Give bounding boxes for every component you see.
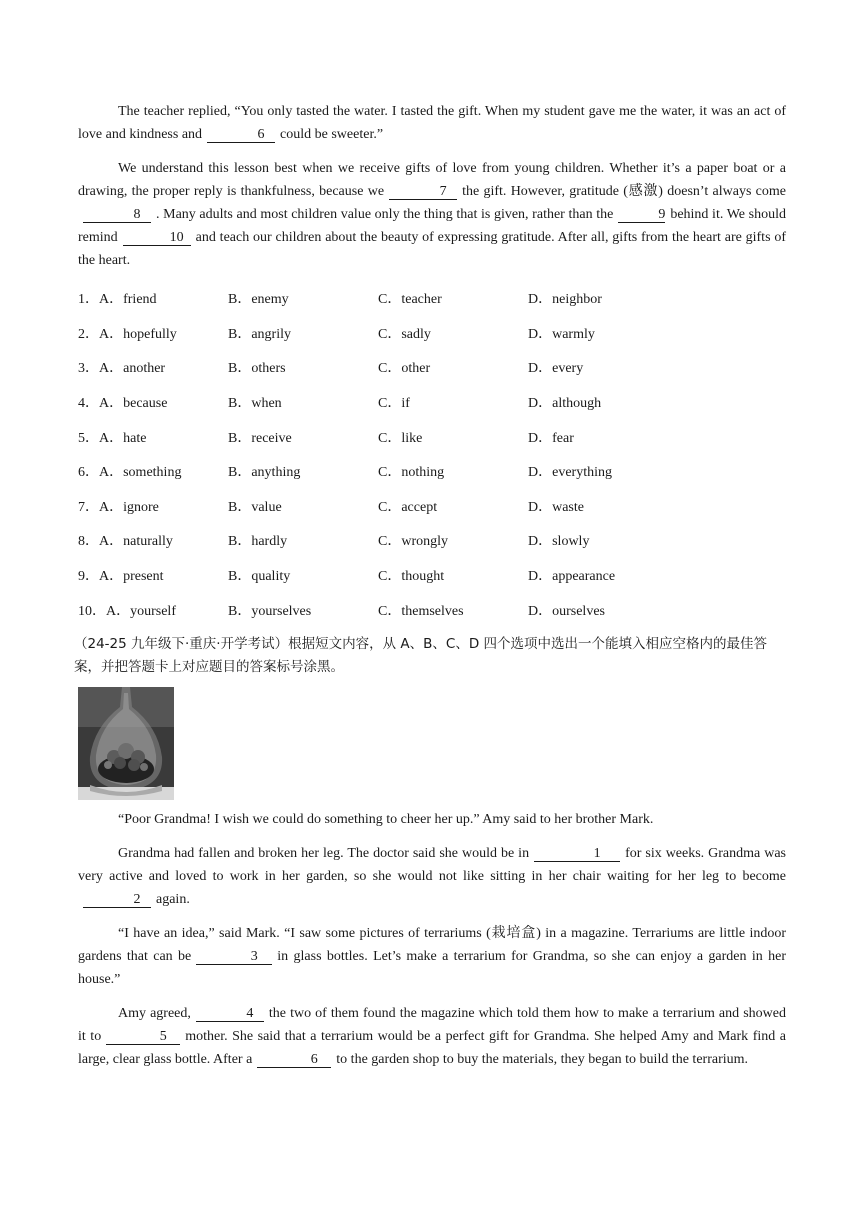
text: “I have an idea,” said Mark. “I saw some pictures of terrariums (栽培盒) in a magazine. Terrariums are little indoor gardens that can be xyxy=(78,925,786,964)
question-row xyxy=(78,421,786,456)
option-text: A．hopefully xyxy=(99,326,177,342)
option-d[interactable]: D．waste xyxy=(528,499,584,515)
question-row xyxy=(78,318,786,353)
option-a[interactable] xyxy=(78,325,228,345)
blank-8: 8 xyxy=(83,207,151,223)
terrarium-photo xyxy=(78,687,174,800)
option-a[interactable] xyxy=(78,359,228,379)
option-text: A．ignore xyxy=(99,499,159,515)
question-row xyxy=(78,525,786,560)
text: the two of them found the magazine which told them how to make a terrarium and showed it to xyxy=(78,1005,786,1044)
text: behind it. We should remind xyxy=(78,207,786,245)
question-number: 3． xyxy=(78,361,99,377)
blank-7: 7 xyxy=(389,184,457,200)
option-d[interactable]: D．slowly xyxy=(528,534,590,550)
option-c[interactable]: C．wrongly xyxy=(378,534,448,550)
passage1-paragraph2 xyxy=(78,157,786,272)
option-a[interactable] xyxy=(78,429,228,449)
text: could be sweeter.” xyxy=(280,127,384,142)
option-a[interactable] xyxy=(78,463,228,483)
question-number: 8． xyxy=(78,534,99,550)
option-b[interactable]: B．yourselves xyxy=(228,603,312,619)
option-b[interactable]: B．when xyxy=(228,396,282,412)
option-a[interactable] xyxy=(78,498,228,518)
question-number: 2． xyxy=(78,326,99,342)
blank-2: 2 xyxy=(83,892,151,908)
question-row xyxy=(78,352,786,387)
option-text: A．another xyxy=(99,361,166,377)
text: The teacher replied, “You only tasted the water. I tasted the gift. When my student gave me the water, it was an act of love and kindness and xyxy=(78,104,786,142)
blank-3: 3 xyxy=(196,949,272,965)
question-number: 10． xyxy=(78,603,106,619)
option-c[interactable]: C．like xyxy=(378,430,423,446)
text: Grandma had fallen and broken her leg. The doctor said she would be in xyxy=(118,845,530,861)
text: Amy agreed, xyxy=(118,1005,191,1021)
option-c[interactable]: C．other xyxy=(378,361,431,377)
question-number: 7． xyxy=(78,499,99,515)
option-d[interactable]: D．fear xyxy=(528,430,574,446)
option-c[interactable]: C．accept xyxy=(378,499,438,515)
text: the gift. However, gratitude (感激) doesn’t always come xyxy=(462,184,786,199)
question-number: 9． xyxy=(78,569,99,585)
option-b[interactable]: B．anything xyxy=(228,465,301,481)
text: to the garden shop to buy the materials, they began to build the terrarium. xyxy=(336,1051,749,1067)
option-d[interactable]: D．although xyxy=(528,396,602,412)
option-b[interactable]: B．others xyxy=(228,361,286,377)
question-row xyxy=(78,491,786,526)
question-row xyxy=(78,456,786,491)
blank-6: 6 xyxy=(207,127,275,143)
option-b[interactable]: B．value xyxy=(228,499,282,515)
passage2-paragraph4 xyxy=(78,1002,786,1071)
question-row xyxy=(78,560,786,595)
option-text: A．because xyxy=(99,396,168,412)
option-text: A．hate xyxy=(99,430,147,446)
option-c[interactable]: C．sadly xyxy=(378,326,431,342)
option-c[interactable]: C．thought xyxy=(378,569,445,585)
option-a[interactable] xyxy=(78,394,228,414)
text: for six weeks. Grandma was very active and loved to work in her garden, so she would not like sitting in her chair waiting for her leg to become xyxy=(78,845,787,884)
question-options xyxy=(78,283,786,629)
option-c[interactable]: C．if xyxy=(378,396,410,412)
question-number: 4． xyxy=(78,396,99,412)
blank-5: 5 xyxy=(106,1029,180,1045)
text: and teach our children about the beauty of expressing gratitude. After all, gifts from the heart are gifts of the heart. xyxy=(78,230,786,268)
option-text: A．something xyxy=(99,465,182,481)
option-d[interactable]: D．appearance xyxy=(528,569,616,585)
option-a[interactable] xyxy=(78,602,228,622)
passage2-paragraph2 xyxy=(78,842,786,911)
option-b[interactable]: B．quality xyxy=(228,569,291,585)
passage1-paragraph1 xyxy=(78,100,786,146)
text: in glass bottles. Let’s make a terrarium for Grandma, so she can enjoy a garden in her house.” xyxy=(78,948,786,987)
option-c[interactable]: C．teacher xyxy=(378,292,442,308)
option-a[interactable] xyxy=(78,567,228,587)
option-text: A．naturally xyxy=(99,534,173,550)
option-b[interactable]: B．receive xyxy=(228,430,292,446)
option-b[interactable]: B．enemy xyxy=(228,292,289,308)
question-number: 1． xyxy=(78,292,99,308)
document-page xyxy=(74,100,787,1082)
text: . Many adults and most children value only the thing that is given, rather than the xyxy=(156,207,614,222)
question-number: 5． xyxy=(78,430,99,446)
option-a[interactable] xyxy=(78,532,228,552)
text: again. xyxy=(156,891,190,907)
option-d[interactable]: D．every xyxy=(528,361,584,377)
blank-1: 1 xyxy=(534,846,620,862)
option-b[interactable]: B．angrily xyxy=(228,326,291,342)
option-d[interactable]: D．warmly xyxy=(528,326,595,342)
text: We understand this lesson best when we receive gifts of love from young children. Whether it’s a paper boat or a drawing, the proper reply is thankfulness, because we xyxy=(78,161,786,199)
section-instructions: （24-25 九年级下·重庆·开学考试）根据短文内容，从 A、B、C、D 四个选项中选出一个能填入相应空格内的最佳答案，并把答题卡上对应题目的答案标号涂黑。 xyxy=(74,635,768,675)
blank-6b: 6 xyxy=(257,1052,331,1068)
option-c[interactable]: C．themselves xyxy=(378,603,464,619)
blank-4: 4 xyxy=(196,1006,264,1022)
option-text: A．present xyxy=(99,569,164,585)
option-d[interactable]: D．neighbor xyxy=(528,292,602,308)
option-d[interactable]: D．ourselves xyxy=(528,603,605,619)
text: mother. She said that a terrarium would be a perfect gift for Grandma. She helped Amy and Mark find a large, clear glass bottle. After a xyxy=(78,1028,786,1067)
question-row xyxy=(78,283,786,318)
option-text: A．friend xyxy=(99,292,157,308)
option-d[interactable]: D．everything xyxy=(528,465,612,481)
blank-9: 9 xyxy=(618,207,665,223)
question-row xyxy=(78,387,786,422)
question-row xyxy=(78,594,786,629)
option-text: A．yourself xyxy=(106,603,176,619)
passage2-paragraph3 xyxy=(78,922,786,991)
question-number: 6． xyxy=(78,465,99,481)
terrarium-image xyxy=(78,687,174,800)
option-c[interactable]: C．nothing xyxy=(378,465,445,481)
text: “Poor Grandma! I wish we could do something to cheer her up.” Amy said to her brother Mark. xyxy=(118,811,654,827)
passage2-paragraph1 xyxy=(78,808,786,831)
option-a[interactable] xyxy=(78,290,228,310)
option-b[interactable]: B．hardly xyxy=(228,534,288,550)
blank-10: 10 xyxy=(123,230,191,246)
